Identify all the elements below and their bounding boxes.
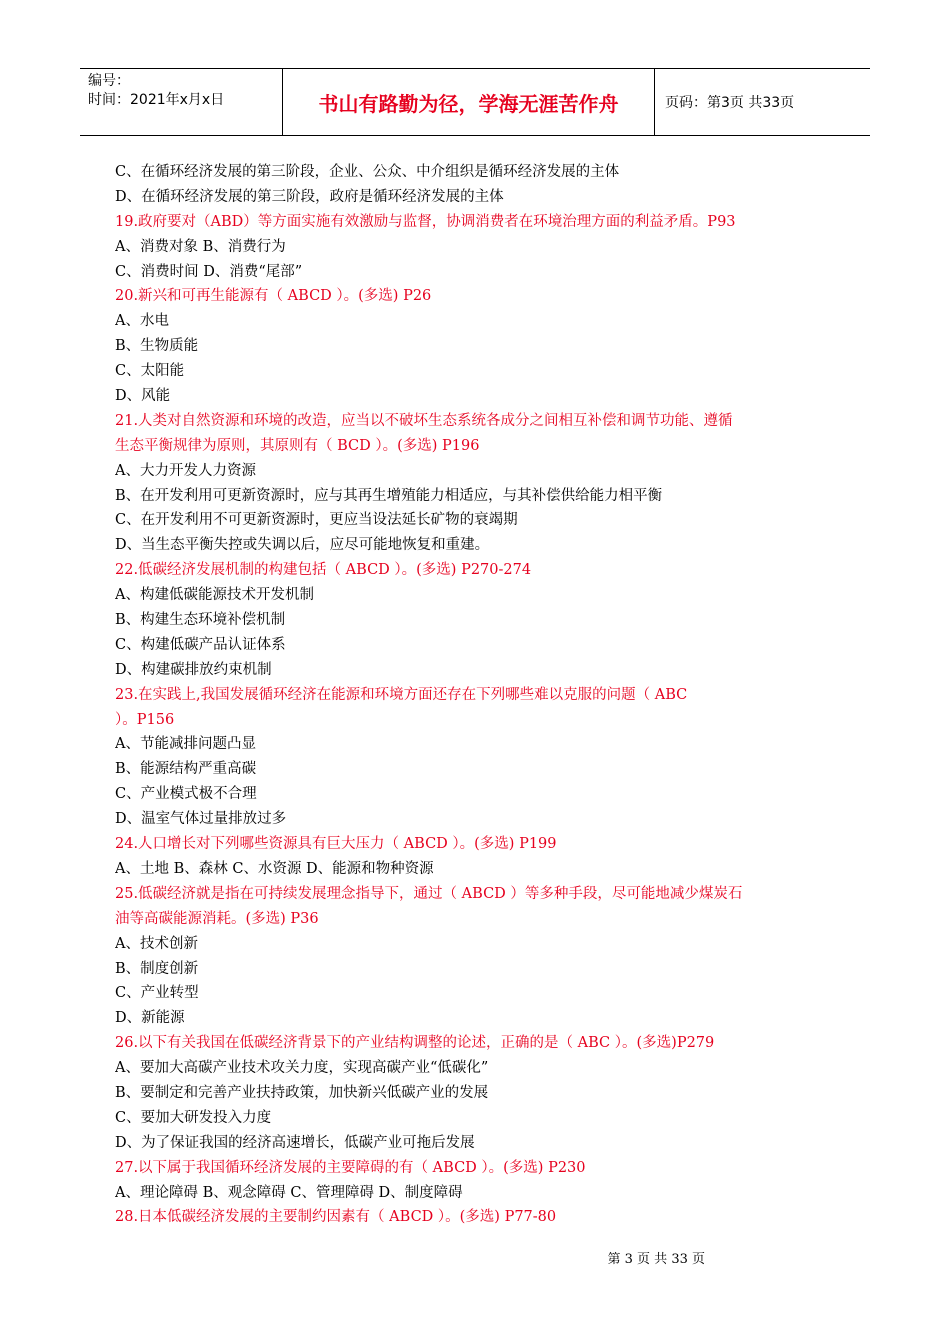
question-line: 油等高碳能源消耗。(多选) P36: [115, 910, 319, 927]
option-line: D、温室气体过量排放过多: [115, 811, 287, 828]
page-footer: [0, 1248, 950, 1267]
option-line: A、水电: [115, 313, 169, 330]
option-line: C、在循环经济发展的第三阶段，企业、公众、中介组织是循环经济发展的主体: [115, 164, 620, 180]
question-line: 24.人口增长对下列哪些资源具有巨大压力（ ABCD ）。(多选) P199: [115, 836, 557, 853]
option-line: A、大力开发人力资源: [115, 462, 256, 479]
option-line: D、为了保证我国的经济高速增长，低碳产业可拖后发展: [115, 1134, 475, 1151]
question-line: 21.人类对自然资源和环境的改造，应当以不破坏生态系统各成分之间相互补偿和调节功能、遵循: [115, 412, 733, 429]
option-line: D、风能: [115, 388, 171, 405]
question-line: 27.以下属于我国循环经济发展的主要障碍的有（ ABCD ）。(多选) P230: [115, 1159, 586, 1176]
option-line: A、节能减排问题凸显: [115, 736, 256, 753]
option-line: B、在开发利用可更新资源时，应与其再生增殖能力相适应，与其补偿供给能力相平衡: [115, 487, 663, 504]
question-line: ）。P156: [115, 711, 175, 728]
document-body: [115, 160, 845, 1230]
option-line: D、构建碳排放约束机制: [115, 661, 272, 678]
option-line: B、生物质能: [115, 338, 199, 355]
option-line: B、能源结构严重高碳: [115, 761, 257, 778]
option-line: D、当生态平衡失控或失调以后，应尽可能地恢复和重建。: [115, 537, 490, 554]
option-line: B、要制定和完善产业扶持政策，加快新兴低碳产业的发展: [115, 1084, 489, 1101]
question-line: 22.低碳经济发展机制的构建包括（ ABCD ）。(多选) P270-274: [115, 562, 532, 579]
question-line: 28.日本低碳经济发展的主要制约因素有（ ABCD ）。(多选) P77-80: [115, 1209, 557, 1226]
question-line: 23.在实践上,我国发展循环经济在能源和环境方面还存在下列哪些难以克服的问题（ ABC: [115, 686, 688, 703]
option-line: C、太阳能: [115, 363, 185, 380]
page-header: [80, 68, 870, 136]
option-line: A、土地 B、森林 C、水资源 D、能源和物种资源: [115, 860, 434, 877]
option-line: D、在循环经济发展的第三阶段，政府是循环经济发展的主体: [115, 188, 504, 205]
option-line: B、制度创新: [115, 960, 199, 977]
header-page-info: 页码：第3页 共33页: [665, 95, 795, 111]
question-line: 生态平衡规律为原则，其原则有（ BCD ）。(多选) P196: [115, 437, 480, 454]
option-line: B、构建生态环境补偿机制: [115, 612, 286, 629]
option-line: A、技术创新: [115, 935, 198, 952]
code-label: 编号：: [88, 73, 130, 89]
option-line: A、理论障碍 B、观念障碍 C、管理障碍 D、制度障碍: [115, 1184, 463, 1201]
option-line: D、新能源: [115, 1010, 185, 1027]
option-line: C、消费时间 D、消费“尾部”: [115, 263, 303, 280]
header-meta: [80, 69, 283, 135]
option-line: C、产业模式极不合理: [115, 786, 257, 803]
footer-page-number: 第 3 页 共 33 页: [607, 1252, 705, 1267]
question-line: 19.政府要对（ABD）等方面实施有效激励与监督，协调消费者在环境治理方面的利益矛盾。P93: [115, 213, 736, 230]
question-line: 25.低碳经济就是指在可持续发展理念指导下，通过（ ABCD ）等多种手段，尽可能地减少煤炭石: [115, 885, 743, 902]
option-line: A、消费对象 B、消费行为: [115, 238, 286, 255]
question-line: 26.以下有关我国在低碳经济背景下的产业结构调整的论述，正确的是（ ABC ）。(多选)P279: [115, 1035, 715, 1052]
option-line: C、构建低碳产品认证体系: [115, 636, 286, 653]
option-line: C、要加大研发投入力度: [115, 1109, 272, 1126]
option-line: A、构建低碳能源技术开发机制: [115, 587, 314, 604]
option-line: A、要加大高碳产业技术攻关力度，实现高碳产业“低碳化”: [115, 1060, 489, 1077]
question-line: 20.新兴和可再生能源有（ ABCD ）。(多选) P26: [115, 288, 432, 305]
header-motto: 书山有路勤为径，学海无涯苦作舟: [283, 69, 655, 135]
option-line: C、在开发利用不可更新资源时，更应当设法延长矿物的衰竭期: [115, 512, 518, 529]
option-line: C、产业转型: [115, 985, 199, 1002]
time-label: 时间：2021年x月x日: [88, 92, 225, 108]
